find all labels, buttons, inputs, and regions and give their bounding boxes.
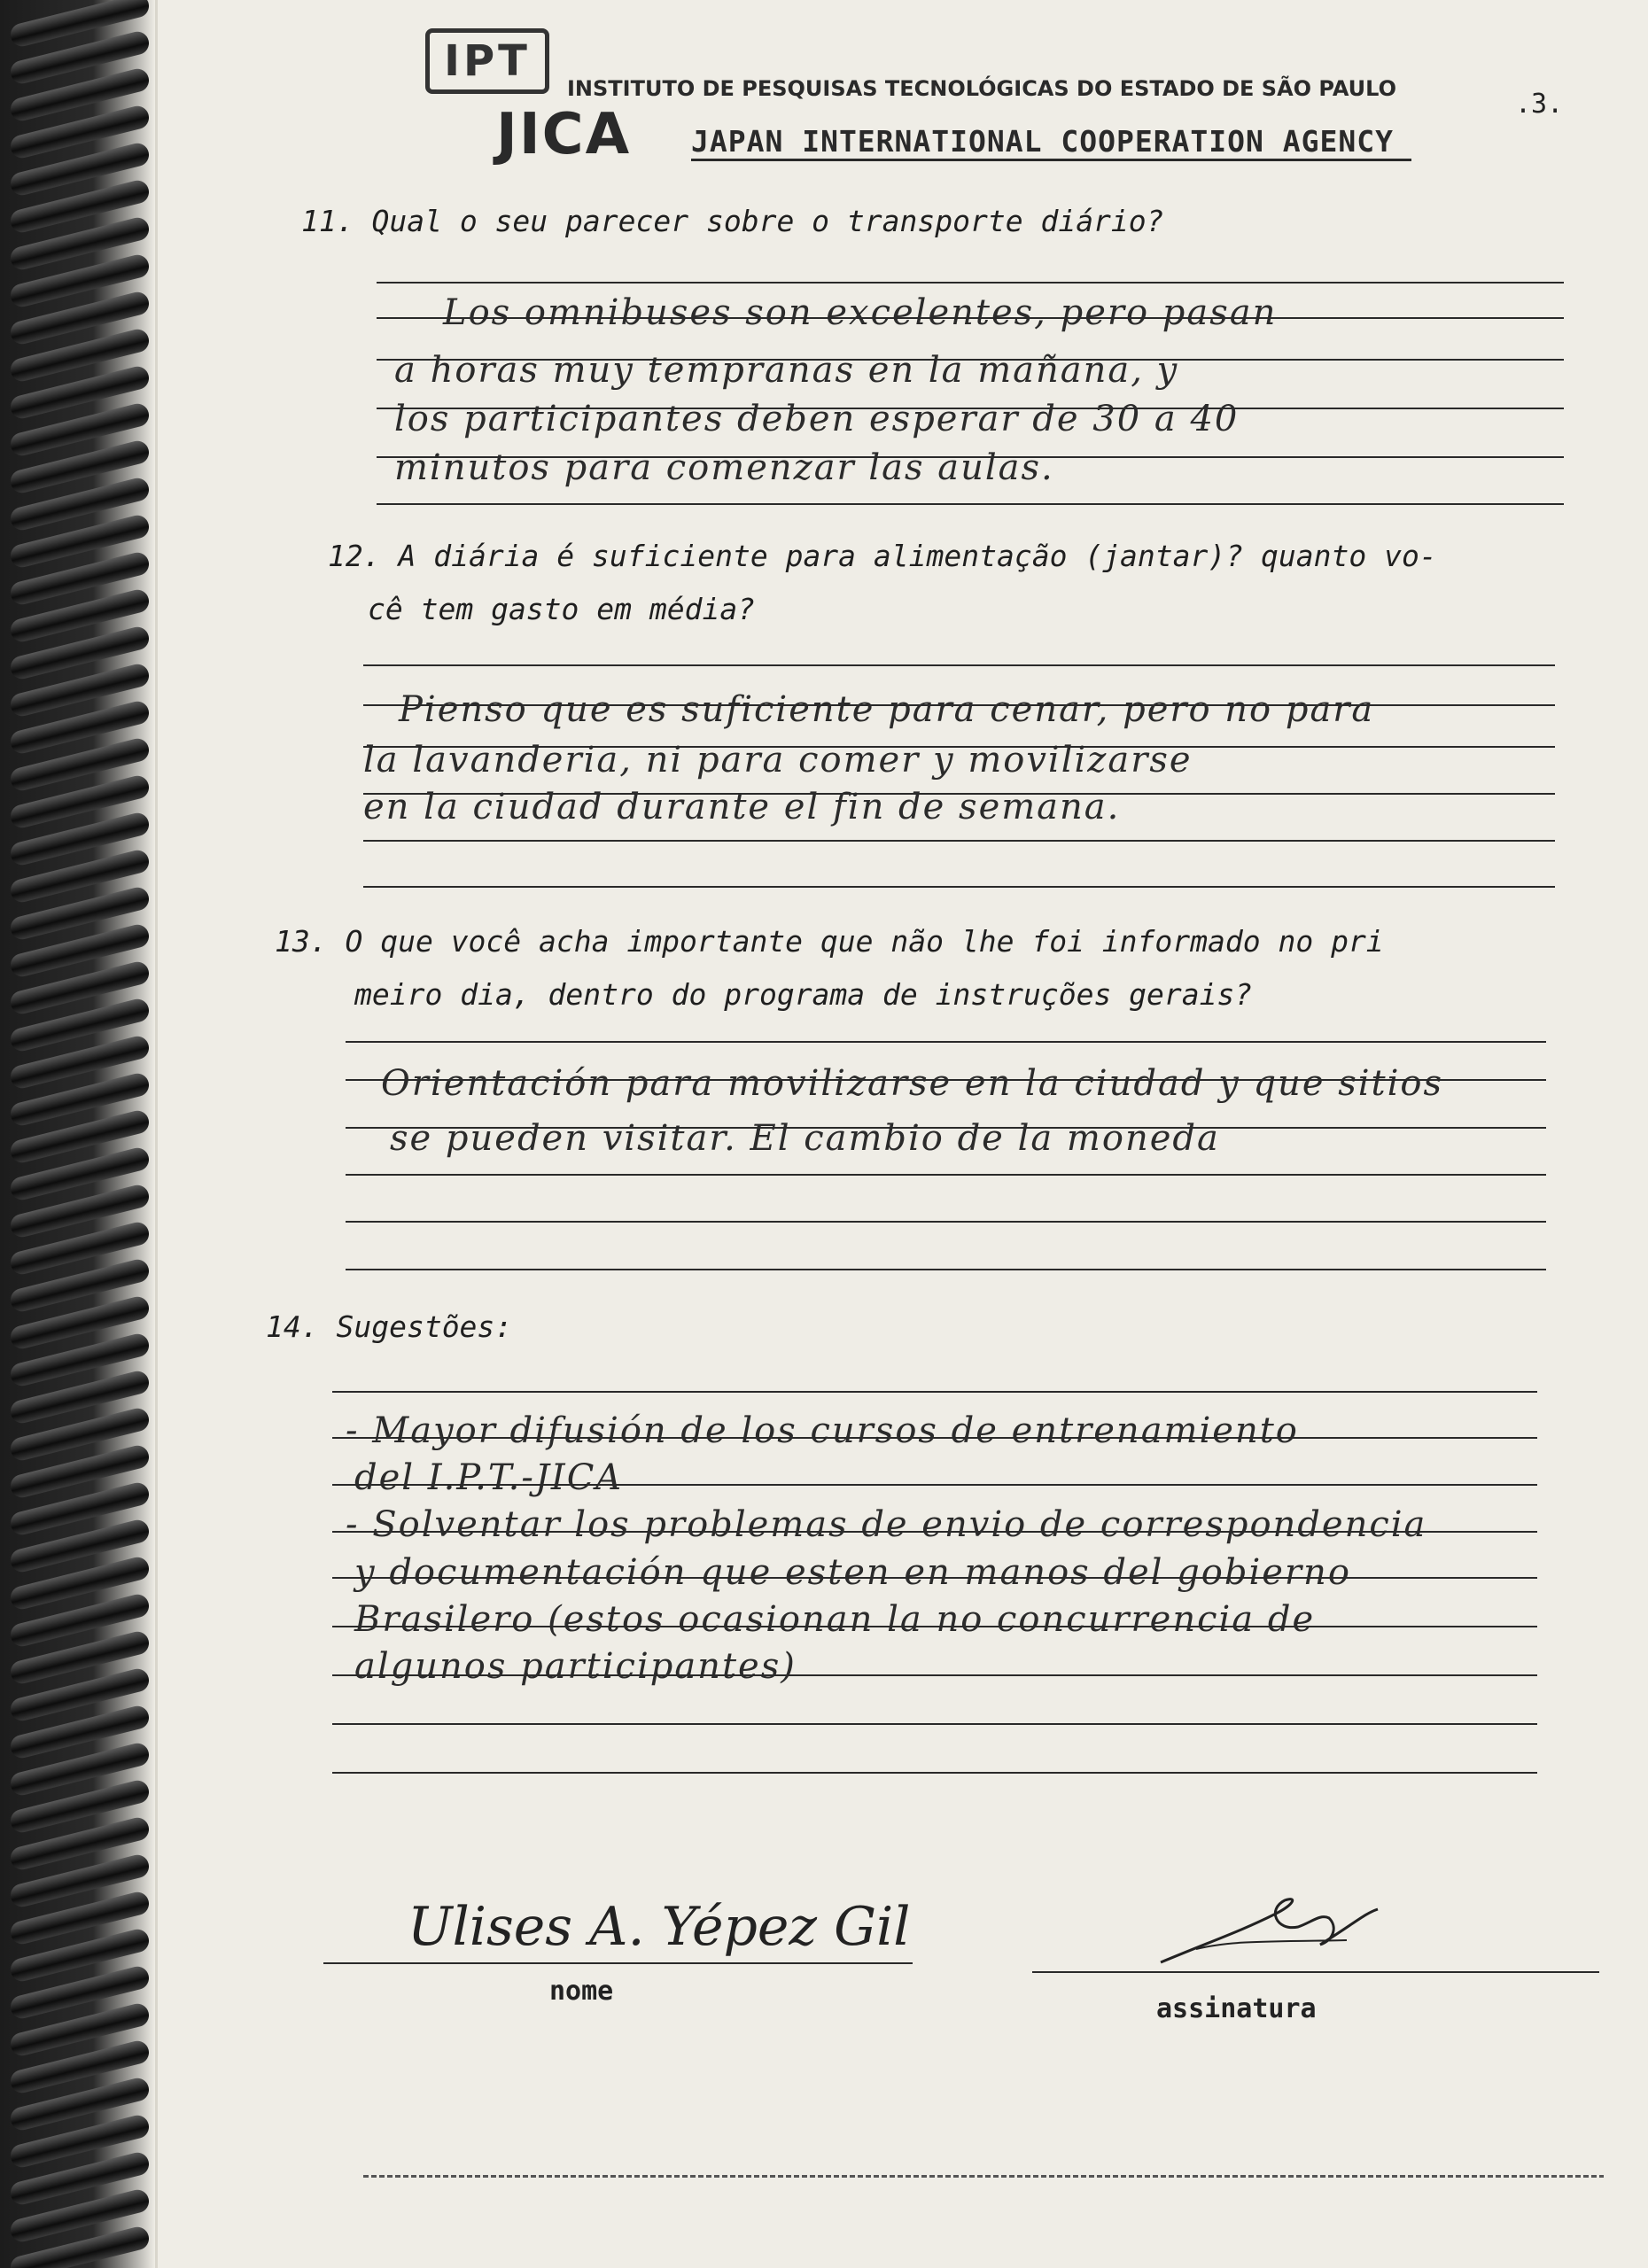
handwritten-answer-line: Los omnibuses son excelentes, pero pasan <box>443 292 1278 333</box>
answer-rule <box>377 282 1564 284</box>
handwritten-answer-line: Orientación para movilizarse en la ciudad y que sitios <box>381 1063 1443 1104</box>
handwritten-answer-line: - Mayor difusión de los cursos de entrenamiento <box>346 1410 1299 1451</box>
answer-rule <box>346 1174 1546 1176</box>
handwritten-answer-line: a horas muy tempranas en la mañana, y <box>394 350 1179 391</box>
bottom-dotted-rule <box>363 2175 1604 2178</box>
answer-rule <box>377 503 1564 505</box>
answer-rule <box>363 664 1555 666</box>
handwritten-answer-line: del I.P.T.-JICA <box>354 1457 624 1498</box>
page-number: .3. <box>1515 89 1564 120</box>
question-14 <box>266 1302 512 1352</box>
answer-rule <box>332 1772 1537 1774</box>
answer-rule <box>332 1391 1537 1393</box>
ipt-institute-name: INSTITUTO DE PESQUISAS TECNOLÓGICAS DO ESTADO DE SÃO PAULO <box>567 76 1396 101</box>
question-number: 11. <box>301 204 354 238</box>
handwritten-answer-line: - Solventar los problemas de envio de correspondencia <box>346 1504 1427 1545</box>
name-label: nome <box>549 1976 614 2007</box>
question-number: 13. <box>275 924 328 959</box>
page-edge <box>155 0 158 2268</box>
handwritten-answer-line: los participantes deben esperar de 30 a 40 <box>394 399 1240 439</box>
question-11 <box>301 197 1164 246</box>
handwritten-signature <box>1143 1878 1382 1976</box>
spiral-binding <box>0 0 155 2268</box>
answer-rule <box>346 1221 1546 1223</box>
handwritten-answer-line: algunos participantes) <box>354 1646 797 1687</box>
jica-logo: JICA <box>496 102 632 167</box>
question-text: A diária é suficiente para alimentação (jantar)? quanto vo- <box>398 539 1437 573</box>
signature-rule <box>1032 1971 1599 1973</box>
handwritten-answer-line: en la ciudad durante el fin de semana. <box>363 787 1121 827</box>
question-number: 14. <box>266 1309 319 1344</box>
handwritten-answer-line: se pueden visitar. El cambio de la moneda <box>390 1118 1220 1159</box>
jica-agency-name: JAPAN INTERNATIONAL COOPERATION AGENCY <box>691 124 1411 161</box>
name-rule <box>323 1962 913 1964</box>
question-13-continued: meiro dia, dentro do programa de instruções gerais? <box>354 977 1253 1012</box>
handwritten-answer-line: la lavanderia, ni para comer y movilizarse <box>363 740 1193 781</box>
question-13 <box>275 917 1384 967</box>
question-text: O que você acha importante que não lhe foi informado no pri <box>345 924 1384 959</box>
question-number: 12. <box>328 539 381 573</box>
question-text: Sugestões: <box>336 1309 513 1344</box>
ipt-logo: IPT <box>425 28 549 94</box>
question-text: Qual o seu parecer sobre o transporte diário? <box>371 204 1164 238</box>
signature-label: assinatura <box>1156 1993 1317 2024</box>
handwritten-answer-line: Brasilero (estos ocasionan la no concurrencia de <box>354 1599 1316 1640</box>
question-12 <box>328 532 1437 581</box>
answer-rule <box>346 1041 1546 1043</box>
answer-rule <box>363 840 1555 842</box>
answer-rule <box>363 886 1555 888</box>
participant-name: Ulises A. Yépez Gil <box>408 1896 911 1958</box>
handwritten-answer-line: Pienso que es suficiente para cenar, pero no para <box>399 689 1375 730</box>
handwritten-answer-line: minutos para comenzar las aulas. <box>394 447 1054 488</box>
answer-rule <box>332 1723 1537 1725</box>
answer-rule <box>346 1269 1546 1270</box>
handwritten-answer-line: y documentación que esten en manos del gobierno <box>354 1552 1351 1593</box>
question-12-continued: cê tem gasto em média? <box>368 592 756 626</box>
